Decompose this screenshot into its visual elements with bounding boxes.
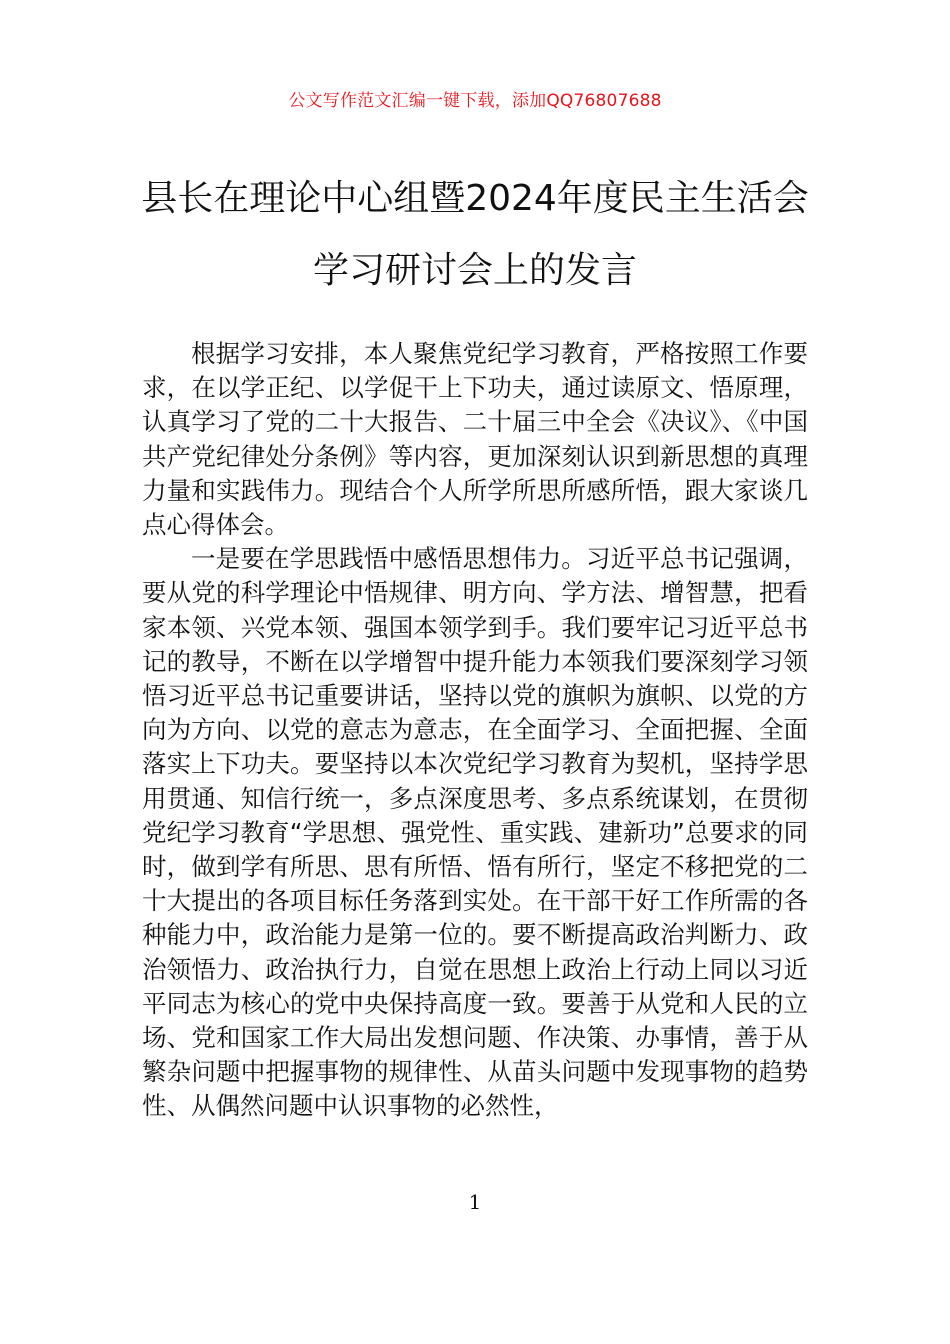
document-body xyxy=(142,337,808,1124)
document-title-line-1: 县长在理论中心组暨2024年度民主生活会 xyxy=(141,178,809,219)
download-banner: 公文写作范文汇编一键下载，添加QQ76807688 xyxy=(288,91,662,111)
document-title-line-2: 学习研讨会上的发言 xyxy=(312,250,637,291)
paragraph: 一是要在学思践悟中感悟思想伟力。习近平总书记强调，要从党的科学理论中悟规律、明方向、学方法、增智慧，把看家本领、兴党本领、强国本领学到手。我们要牢记习近平总书记的教导，不断在以学增智中提升能力本领我们要深刻学习领悟习近平总书记重要讲话，坚持以党的旗帜为旗帜、以党的方向为方向、以党的意志为意志，在全面学习、全面把握、全面落实上下功夫。要坚持以本次党纪学习教育为契机，坚持学思用贯通、知信行统一，多点深度思考、多点系统谋划，在贯彻党纪学习教育“学思想、强党性、重实践、建新功”总要求的同时，做到学有所思、思有所悟、悟有所行，坚定不移把党的二十大提出的各项目标任务落到实处。在干部干好工作所需的各种能力中，政治能力是第一位的。要不断提高政治判断力、政治领悟力、政治执行力，自觉在思想上政治上行动上同以习近平同志为核心的党中央保持高度一致。要善于从党和人民的立场、党和国家工作大局出发想问题、作决策、办事情，善于从繁杂问题中把握事物的规律性、从苗头问题中发现事物的趋势性、从偶然问题中认识事物的必然性， xyxy=(142,544,808,1121)
paragraph: 根据学习安排，本人聚焦党纪学习教育，严格按照工作要求，在以学正纪、以学促干上下功夫，通过读原文、悟原理，认真学习了党的二十大报告、二十届三中全会《决议》、《中国共产党纪律处分条例》等内容，更加深刻认识到新思想的真理力量和实践伟力。现结合个人所学所思所感所悟，跟大家谈几点心得体会。 xyxy=(142,339,808,540)
page-number: 1 xyxy=(468,1190,482,1214)
